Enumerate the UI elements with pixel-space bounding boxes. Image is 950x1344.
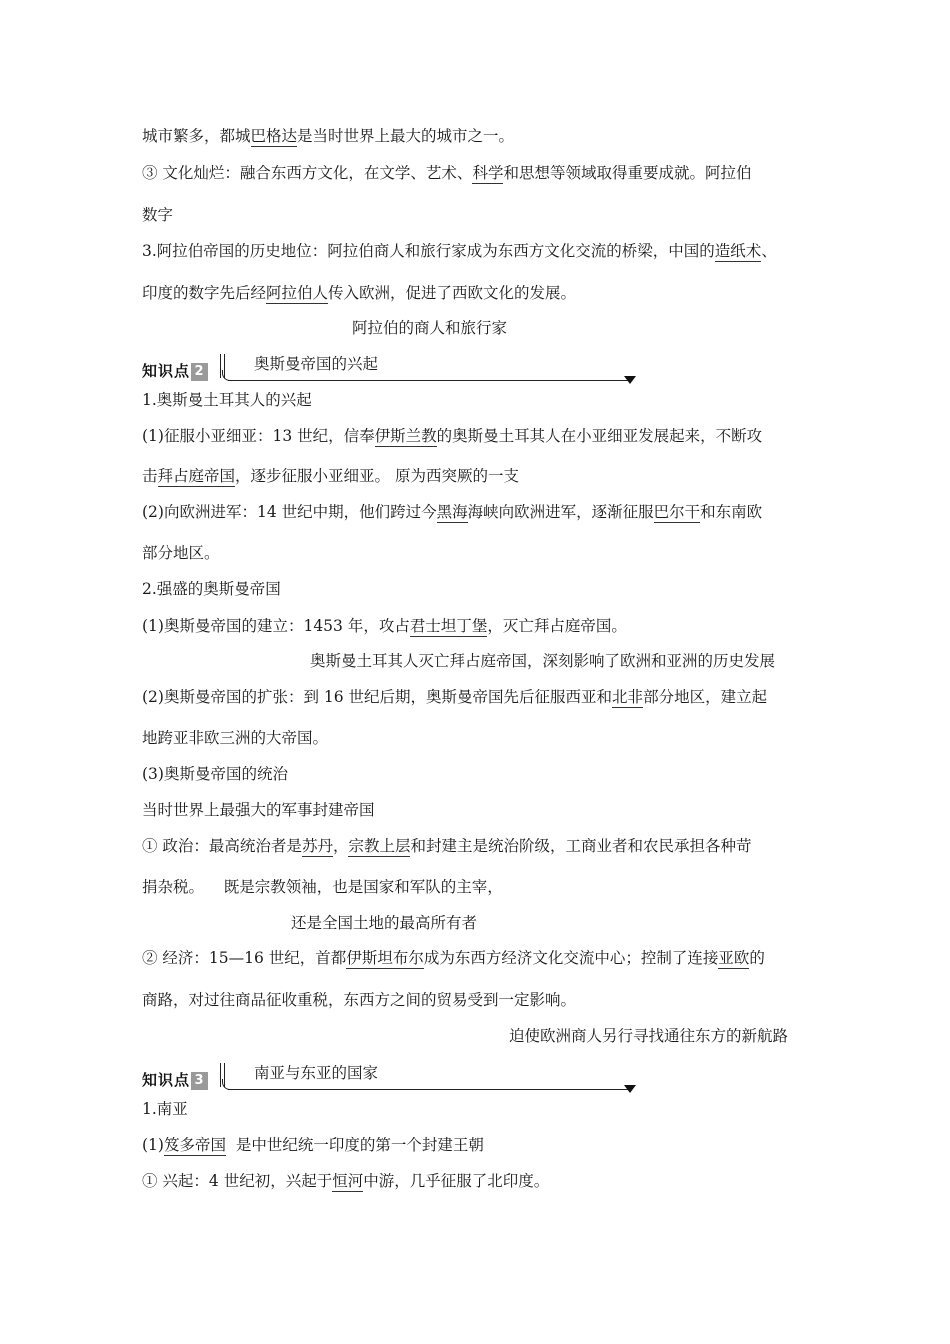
underlined-term: 笈多帝国 xyxy=(163,1136,226,1154)
text-line: 1.南亚 xyxy=(142,1100,188,1118)
section-title: 南亚与东亚的国家 xyxy=(254,1064,379,1082)
text-line: 捐杂税。 既是宗教领袖，也是国家和军队的主宰， xyxy=(142,878,503,896)
underlined-term: 北非 xyxy=(612,688,644,706)
underlined-term: 巴尔干 xyxy=(653,503,701,521)
underlined-term: 巴格达 xyxy=(250,127,298,145)
section-number-badge: 2 xyxy=(191,363,208,381)
underlined-term: 阿拉伯人 xyxy=(266,284,329,302)
text-line: 击拜占庭帝国，逐步征服小亚细亚。 原为西突厥的一支 xyxy=(142,467,519,485)
arrow-down-icon xyxy=(624,1085,636,1093)
section-header-3 xyxy=(142,1061,638,1091)
underlined-term: 苏丹 xyxy=(301,837,333,855)
text-line: (1)奥斯曼帝国的建立：1453 年，攻占君士坦丁堡，灭亡拜占庭帝国。 xyxy=(142,617,627,635)
underlined-term: 君士坦丁堡 xyxy=(409,617,488,635)
annotation-note: 奥斯曼土耳其人灭亡拜占庭帝国，深刻影响了欧洲和亚洲的历史发展 xyxy=(310,652,776,670)
underlined-term: 造纸术 xyxy=(714,242,762,260)
text-line: 3.阿拉伯帝国的历史地位：阿拉伯商人和旅行家成为东西方文化交流的桥梁，中国的造纸术、 xyxy=(142,242,777,260)
text-line: (2)奥斯曼帝国的扩张：到 16 世纪后期，奥斯曼帝国先后征服西亚和北非部分地区，建立起 xyxy=(142,688,768,706)
underlined-term: 黑海 xyxy=(436,503,468,521)
underlined-term: 伊斯兰教 xyxy=(374,427,437,445)
text-line: 当时世界上最强大的军事封建帝国 xyxy=(142,801,375,819)
annotation-note: 还是全国土地的最高所有者 xyxy=(291,914,478,932)
text-line: 地跨亚非欧三洲的大帝国。 xyxy=(142,729,329,747)
text-line: 1.奥斯曼土耳其人的兴起 xyxy=(142,391,312,409)
text-line: 2.强盛的奥斯曼帝国 xyxy=(142,580,281,598)
text-line: (3)奥斯曼帝国的统治 xyxy=(142,765,288,783)
text-line: 数字 xyxy=(142,206,174,224)
text-line: ① 政治：最高统治者是苏丹，宗教上层和封建主是统治阶级，工商业者和农民承担各种苛 xyxy=(142,837,752,855)
underlined-term: 科学 xyxy=(472,164,504,182)
text-line: ③ 文化灿烂：融合东西方文化，在文学、艺术、科学和思想等领域取得重要成就。阿拉伯 xyxy=(142,164,752,182)
divider-line xyxy=(228,380,628,381)
section-label: 知识点 xyxy=(142,1071,191,1089)
text-line: ② 经济：15—16 世纪，首都伊斯坦布尔成为东西方经济文化交流中心；控制了连接亚欧的 xyxy=(142,949,765,967)
section-title: 奥斯曼帝国的兴起 xyxy=(254,355,379,373)
section-header-2 xyxy=(142,352,638,382)
underlined-term: 恒河 xyxy=(332,1172,364,1190)
text-line: 商路，对过往商品征收重税，东西方之间的贸易受到一定影响。 xyxy=(142,991,577,1009)
underlined-term: 亚欧 xyxy=(718,949,750,967)
text-line: (2)向欧洲进军：14 世纪中期，他们跨过今黑海海峡向欧洲进军，逐渐征服巴尔干和东南欧 xyxy=(142,503,763,521)
annotation-note: 迫使欧洲商人另行寻找通往东方的新航路 xyxy=(509,1027,789,1045)
underlined-term: 宗教上层 xyxy=(348,837,411,855)
text-line: 印度的数字先后经阿拉伯人传入欧洲，促进了西欧文化的发展。 xyxy=(142,284,577,302)
text-line: (1)笈多帝国 是中世纪统一印度的第一个封建王朝 xyxy=(142,1136,484,1154)
text-line: ① 兴起：4 世纪初，兴起于恒河中游，几乎征服了北印度。 xyxy=(142,1172,550,1190)
text-line: (1)征服小亚细亚：13 世纪，信奉伊斯兰教的奥斯曼土耳其人在小亚细亚发展起来，不断攻 xyxy=(142,427,763,445)
arrow-down-icon xyxy=(624,376,636,384)
text-line: 部分地区。 xyxy=(142,544,220,562)
underlined-term: 伊斯坦布尔 xyxy=(346,949,424,967)
text-line: 城市繁多，都城巴格达是当时世界上最大的城市之一。 xyxy=(142,127,515,145)
section-number-badge: 3 xyxy=(191,1072,208,1090)
annotation-note: 阿拉伯的商人和旅行家 xyxy=(352,319,508,337)
divider-line xyxy=(228,1089,628,1090)
underlined-term: 拜占庭帝国 xyxy=(157,467,236,485)
section-label: 知识点 xyxy=(142,362,191,380)
